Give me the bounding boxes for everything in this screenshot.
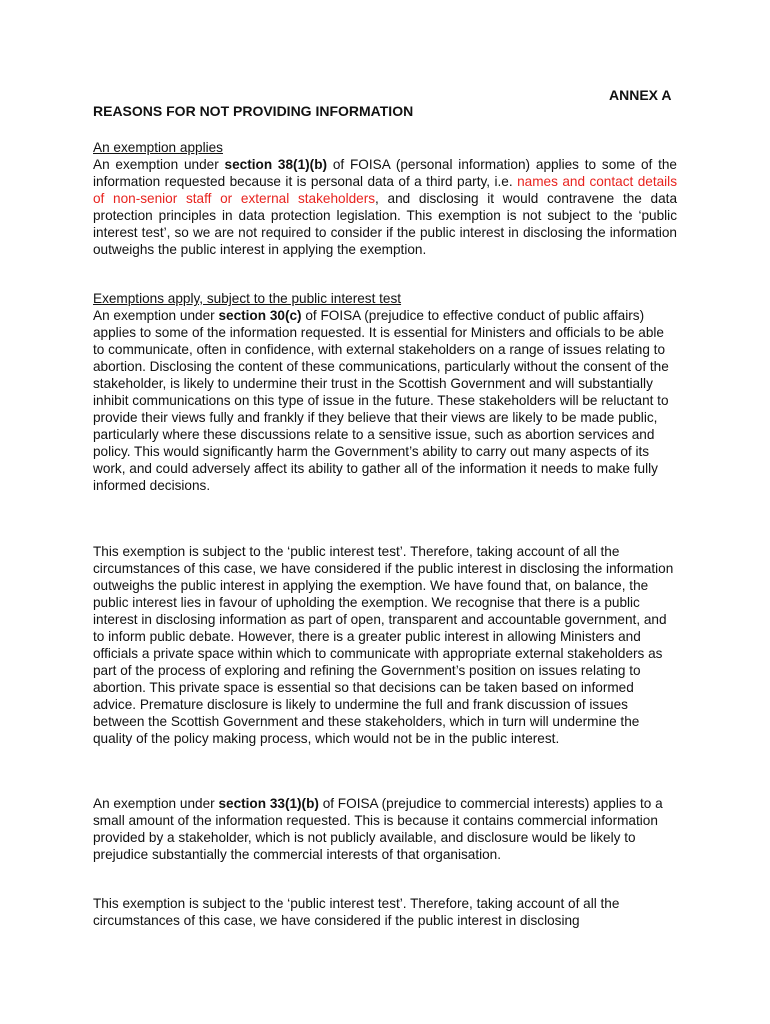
section-reference: section 38(1)(b) (224, 157, 328, 172)
section-commercial-interests (93, 795, 677, 863)
text: of FOISA (prejudice to effective conduct of public affairs) applies to some of the information requested. It is essential for Ministers and officials to be able to communicate, often in confidence, with external stakeholders on a range of issues relating to abortion. Disclosing the content of these communications, particularly without the consent of the stakeholder, is likely to undermine their trust in the Scottish Government and will substantially inhibit communications on this type of issue in the future. These stakeholders will be reluctant to provide their views fully and frankly if they believe that their views are likely to be made public, particularly where these discussions relate to a sensitive issue, such as abortion services and policy. This would significantly harm the Government’s ability to carry out many aspects of its work, and could adversely affect its ability to gather all of the information it needs to make fully informed decisions. (93, 308, 669, 493)
highlighted-text: names and contact details of non-senior staff or external stakeholders (93, 174, 678, 206)
text: An exemption under (93, 308, 219, 323)
text: of FOISA (personal information) applies to some of the information requested because it is personal data of a third party, i.e. (93, 157, 677, 189)
paragraph-public-interest: This exemption is subject to the ‘public interest test’. Therefore, taking account of all the circumstances of this case, we have considered if the public interest in disclosing the information outweighs the public interest in applying the exemption. We have found that, on balance, the public interest lies in favour of upholding the exemption. We recognise that there is a public interest in disclosing information as part of open, transparent and accountable government, and to inform public debate. However, there is a greater public interest in allowing Ministers and officials a private space within which to communicate with appropriate external stakeholders as part of the process of exploring and refining the Government’s position on issues relating to abortion. This private space is essential so that decisions can be taken based on informed advice. Premature disclosure is likely to undermine the full and frank discussion of issues between the Scottish Government and these stakeholders, which in turn will undermine the quality of the policy making process, which would not be in the public interest. (93, 544, 674, 746)
section-personal-information (93, 139, 677, 258)
paragraph-section-33 (93, 795, 677, 863)
section-reference: section 30(c) (218, 308, 302, 323)
section-public-affairs (93, 290, 677, 494)
section-reference: section 33(1)(b) (218, 796, 319, 811)
paragraph-public-interest-2: This exemption is subject to the ‘public interest test’. Therefore, taking account of all the circumstances of this case, we have considered if the public interest in disclosing (93, 896, 620, 928)
text: , and disclosing it would contravene the data protection principles in data protection legislation. This exemption is not subject to the ‘public interest test’, so we are not required to consider if the public interest in disclosing the information outweighs the public interest in applying the exemption. (93, 191, 677, 257)
paragraph-section-38 (93, 139, 677, 258)
section-heading: Exemptions apply, subject to the public interest test (93, 291, 402, 306)
page-title: REASONS FOR NOT PROVIDING INFORMATION (93, 103, 414, 119)
text: An exemption under (93, 796, 219, 811)
section-public-interest-test (93, 543, 677, 747)
text: An exemption under (93, 157, 225, 172)
annex-label: ANNEX A (609, 87, 672, 103)
section-heading: An exemption applies (93, 140, 223, 155)
text: of FOISA (prejudice to commercial interests) applies to a small amount of the information requested. This is because it contains commercial information provided by a stakeholder, which is not publicly available, and disclosure would be likely to prejudice substantially the commercial interests of that organisation. (93, 796, 663, 862)
section-public-interest-test-2 (93, 895, 677, 929)
paragraph-section-30 (93, 290, 677, 494)
